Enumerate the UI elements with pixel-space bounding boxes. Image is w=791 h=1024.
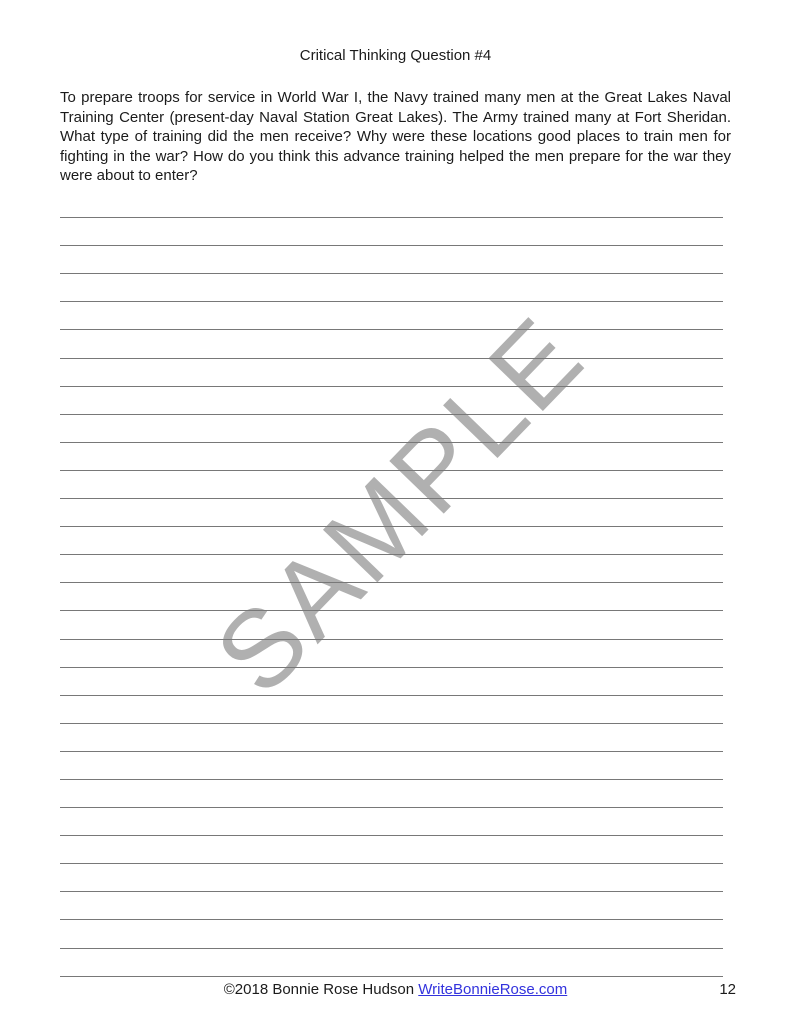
writing-lines-area — [60, 190, 723, 977]
writing-line — [60, 527, 723, 555]
writing-line — [60, 808, 723, 836]
page-title: Critical Thinking Question #4 — [299, 47, 492, 64]
footer-copyright: ©2018 Bonnie Rose Hudson — [223, 981, 419, 998]
writing-line — [60, 668, 723, 696]
writing-line — [60, 415, 723, 443]
writing-line — [60, 920, 723, 948]
writing-line — [60, 499, 723, 527]
writing-line — [60, 246, 723, 274]
writing-line — [60, 330, 723, 358]
writing-line — [60, 471, 723, 499]
footer — [0, 981, 791, 998]
writing-line — [60, 892, 723, 920]
writing-line — [60, 752, 723, 780]
footer-link[interactable]: WriteBonnieRose.com — [418, 981, 568, 998]
question-paragraph: To prepare troops for service in World War I, the Navy trained many men at the Great Lakes Naval Training Center (present-day Naval Station Great Lakes). The Army trained many at Fort Sheridan. What type of training did the men receive? Why were these locations good places to train men for fighting in the war? How do you think this advance training helped the men prepare for the war they were about to enter? — [60, 89, 731, 185]
writing-line — [60, 864, 723, 892]
writing-line — [60, 190, 723, 218]
writing-line — [60, 836, 723, 864]
writing-line — [60, 359, 723, 387]
page-number: 12 — [719, 981, 736, 998]
writing-line — [60, 696, 723, 724]
sample-watermark: SAMPLE — [192, 293, 608, 717]
writing-line — [60, 611, 723, 639]
writing-line — [60, 555, 723, 583]
writing-line — [60, 583, 723, 611]
writing-line — [60, 724, 723, 752]
writing-line — [60, 302, 723, 330]
writing-line — [60, 274, 723, 302]
writing-line — [60, 640, 723, 668]
writing-line — [60, 218, 723, 246]
writing-line — [60, 949, 723, 977]
writing-line — [60, 443, 723, 471]
writing-line — [60, 387, 723, 415]
writing-line — [60, 780, 723, 808]
